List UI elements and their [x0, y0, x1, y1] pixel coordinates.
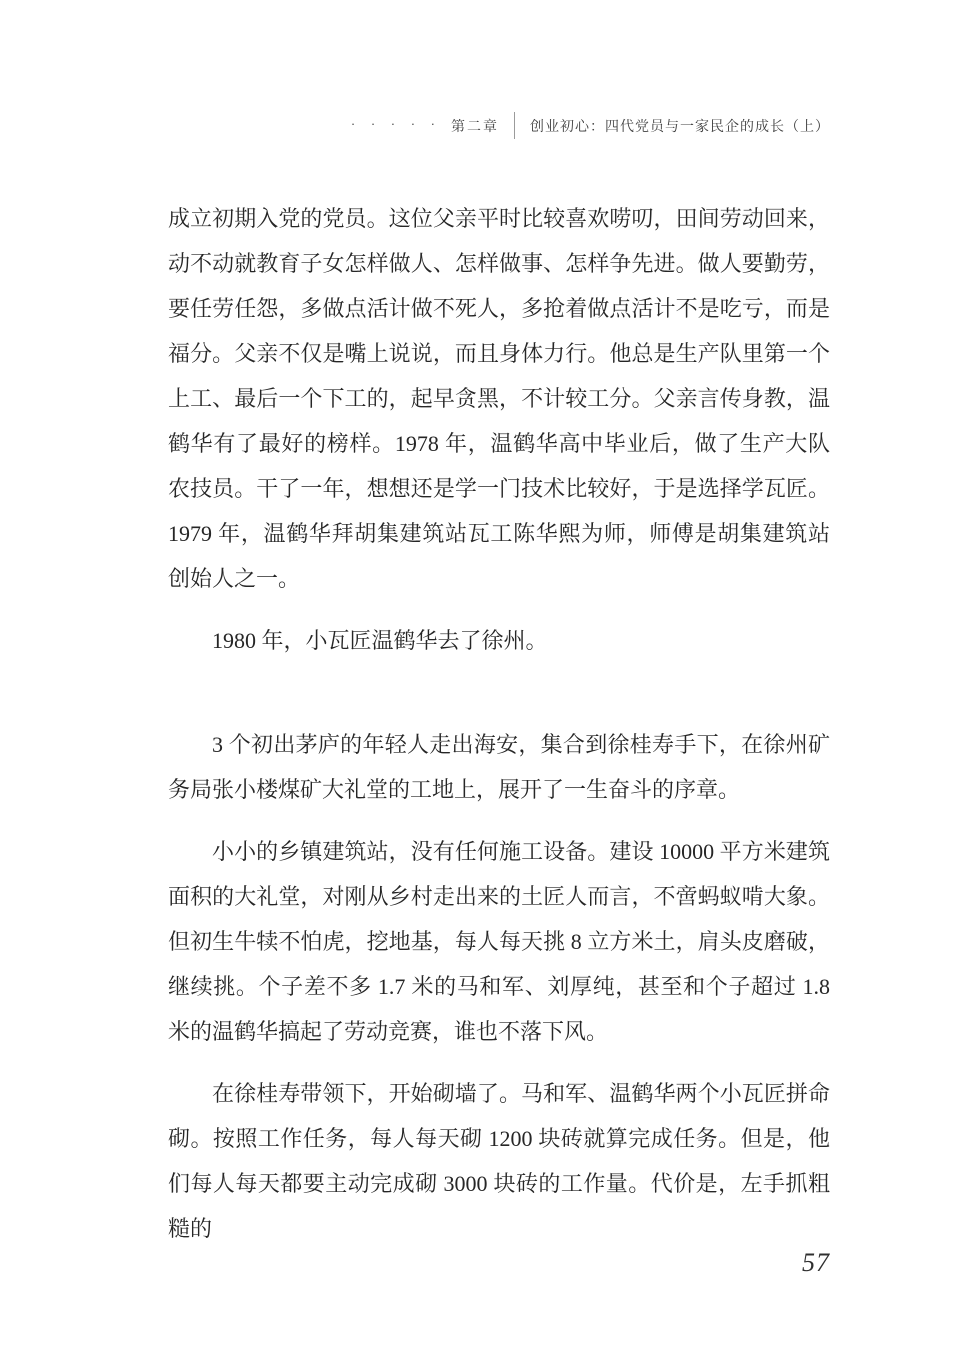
paragraph: 1980 年，小瓦匠温鹤华去了徐州。 [212, 628, 548, 653]
paragraph: 成立初期入党的党员。这位父亲平时比较喜欢唠叨，田间劳动回来，动不动就教育子女怎样做人、怎样做事、怎样争先进。做人要勤劳，要任劳任怨，多做点活计做不死人，多抢着做点活计不是吃亏，而是福分。父亲不仅是嘴上说说，而且身体力行。他总是生产队里第一个上工、最后一个下工的，起早贪黑，不计较工分。父亲言传身教，温鹤华有了最好的榜样。1978 年，温鹤华高中毕业后，做了生产大队农技员。干了一年，想想还是学一门技术比较好，于是选择学瓦匠。1979 年，温鹤华拜胡集建筑站瓦工陈华熙为师，师傅是胡集建筑站创始人之一。 [168, 206, 830, 591]
paragraph: 在徐桂寿带领下，开始砌墙了。马和军、温鹤华两个小瓦匠拼命砌。按照工作任务，每人每天砌 1200 块砖就算完成任务。但是，他们每人每天都要主动完成砌 3000 块砖的工作量。代价是，左手抓粗糙的 [168, 1081, 830, 1241]
paragraph: 3 个初出茅庐的年轻人走出海安，集合到徐桂寿手下，在徐州矿务局张小楼煤矿大礼堂的工地上，展开了一生奋斗的序章。 [168, 732, 830, 802]
header-divider [514, 112, 515, 139]
page-number: 57 [802, 1248, 830, 1277]
body-text [168, 196, 830, 1268]
chapter-title: 创业初心：四代党员与一家民企的成长（上） [530, 117, 830, 134]
header-dots: · · · · · [350, 116, 441, 131]
chapter-label: 第二章 [451, 117, 499, 134]
running-header [168, 112, 830, 139]
paragraph: 小小的乡镇建筑站，没有任何施工设备。建设 10000 平方米建筑面积的大礼堂，对刚从乡村走出来的土匠人而言，不啻蚂蚁啃大象。但初生牛犊不怕虎，挖地基，每人每天挑 8 立方米土，肩头皮磨破，继续挑。个子差不多 1.7 米的马和军、刘厚纯，甚至和个子超过 1.8 米的温鹤华搞起了劳动竞赛，谁也不落下风。 [168, 839, 830, 1044]
